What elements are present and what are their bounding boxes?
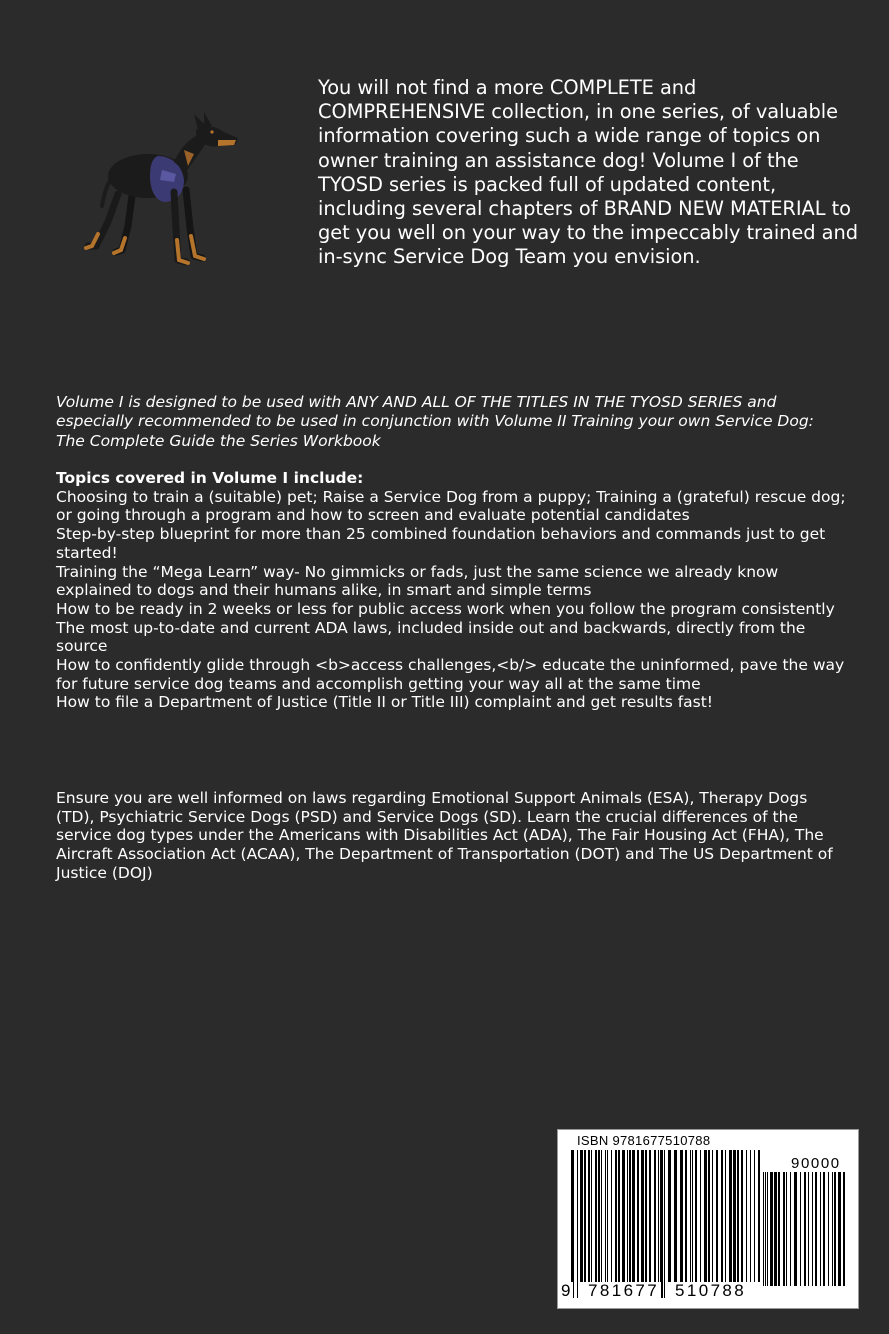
barcode-bar: [692, 1150, 693, 1282]
barcode-bar: [649, 1150, 651, 1282]
barcode-bar: [778, 1172, 780, 1286]
isbn-barcode: [557, 1129, 859, 1309]
barcode-bar: [716, 1150, 718, 1282]
barcode-bar: [808, 1172, 809, 1286]
dog-photo: [78, 110, 248, 280]
barcode-bar: [737, 1150, 739, 1282]
topic-item: The most up-to-date and current ADA laws, included inside out and backwards, directly from the source: [56, 618, 806, 656]
barcode-bar: [622, 1150, 625, 1282]
barcode-bar: [580, 1150, 583, 1282]
barcode-bar: [664, 1150, 665, 1298]
barcode-bar: [700, 1150, 701, 1282]
isbn-label: ISBN 9781677510788: [577, 1133, 711, 1148]
barcode-bar: [668, 1150, 671, 1282]
ensure-section: [56, 789, 846, 883]
barcode-bar: [800, 1172, 801, 1286]
price-code: 90000: [791, 1155, 841, 1172]
barcode-bar: [765, 1172, 766, 1286]
barcode-bar: [708, 1150, 710, 1282]
barcode-bar: [812, 1172, 813, 1286]
topic-item: How to confidently glide through <b>access challenges,<b/> educate the uninformed, pave the way for future service dog teams and accomplish getting your way all at the same time: [56, 656, 845, 693]
barcode-bar: [660, 1150, 663, 1298]
barcode-bar: [820, 1172, 821, 1286]
barcode-bar: [588, 1150, 590, 1282]
barcode-bar: [704, 1150, 707, 1282]
barcode-bar: [645, 1150, 647, 1282]
barcode-bar: [823, 1172, 825, 1286]
barcode-bar: [721, 1150, 723, 1282]
barcode-bar: [571, 1150, 574, 1298]
topic-item: How to file a Department of Justice (Title II or Title III) complaint and get results fast!: [56, 693, 714, 712]
barcode-bar: [641, 1150, 644, 1282]
barcode-digit-first: 9: [561, 1281, 573, 1300]
barcode-digits-right: 510788: [675, 1281, 747, 1300]
topic-item: Training the “Mega Learn” way- No gimmicks or fads, just the same science we already know explained to dogs and their humans alike, in smart and simple terms: [56, 562, 779, 600]
barcode-bar: [767, 1172, 768, 1286]
barcode-bar: [632, 1150, 635, 1282]
topic-item: How to be ready in 2 weeks or less for public access work when you follow the program consistently: [56, 599, 835, 618]
topic-item: Choosing to train a (suitable) pet; Raise a Service Dog from a puppy; Training a (grateful) rescue dog; or going through a program and how to screen and evaluate potential candidates: [56, 487, 846, 525]
barcode-bar: [618, 1150, 620, 1282]
barcode-main-bars: [570, 1150, 764, 1298]
barcode-bar: [598, 1150, 600, 1282]
barcode-bar: [605, 1150, 606, 1282]
barcode-bar: [783, 1172, 785, 1286]
barcode-bar: [834, 1172, 836, 1286]
barcode-bar: [741, 1150, 743, 1282]
barcode-bar: [629, 1150, 631, 1282]
topics-section: [56, 469, 846, 712]
barcode-bar: [815, 1172, 817, 1286]
topics-heading: Topics covered in Volume I include:: [56, 469, 364, 487]
barcode-bar: [843, 1172, 845, 1286]
barcode-bar: [832, 1172, 833, 1286]
barcode-bar: [591, 1150, 592, 1282]
barcode-bar: [770, 1172, 773, 1286]
barcode-bar: [654, 1150, 656, 1282]
cover-blurb: You will not find a more COMPLETE and COMPREHENSIVE collection, in one series, of valuable information covering such a wide range of topics on owner training an assistance dog! Volume I of the TYOSD series is packed full of updated content, including several chapters of BRAND NEW MATERIAL to get you well on your way to the impeccably trained and in-sync Service Dog Team you envision.: [318, 76, 858, 269]
barcode-bar: [658, 1150, 659, 1282]
barcode-bar: [584, 1150, 586, 1282]
series-note: Volume I is designed to be used with ANY AND ALL OF THE TITLES IN THE TYOSD SERIES and especially recommended to be used in conjunction with Volume II Training your own Service Dog: The Complete Guide the Series Workbook: [56, 393, 814, 450]
barcode-bar: [674, 1150, 677, 1282]
barcode-digits-left: 781677: [588, 1281, 660, 1300]
barcode-bar: [611, 1150, 612, 1282]
barcode-bar: [615, 1150, 617, 1282]
barcode-bar: [685, 1150, 687, 1282]
barcode-bar: [695, 1150, 697, 1282]
barcode-bar: [758, 1150, 760, 1282]
topic-item: Step-by-step blueprint for more than 25 combined foundation behaviors and commands just to get started!: [56, 525, 826, 562]
barcode-bar: [577, 1150, 578, 1298]
barcode-bar: [838, 1172, 841, 1286]
barcode-bar: [627, 1150, 628, 1282]
barcode-bar: [729, 1150, 732, 1282]
barcode-bar: [774, 1172, 777, 1286]
barcode-bar: [790, 1172, 791, 1286]
barcode-bar: [595, 1150, 597, 1282]
barcode-bar: [804, 1172, 806, 1286]
barcode-bar: [828, 1172, 829, 1286]
barcode-bar: [754, 1150, 755, 1282]
barcode-bar: [680, 1150, 683, 1282]
barcode-bar: [750, 1150, 751, 1282]
ensure-paragraph: Ensure you are well informed on laws regarding Emotional Support Animals (ESA), Therapy Dogs (TD), Psychiatric Service Dogs (PSD) and Service Dogs (SD). Learn the crucial differences of the service dog types under the Americans with Disabilities Act (ADA), The Fair Housing Act (FHA), The Aircraft Association Act (ACAA), The Department of Transportation (DOT) and The US Department of Justice (DOJ): [56, 789, 833, 882]
barcode-bar: [637, 1150, 639, 1282]
barcode-bar: [746, 1150, 747, 1282]
barcode-bar: [690, 1150, 691, 1282]
barcode-bar: [733, 1150, 736, 1282]
barcode-addon-bars: [762, 1172, 848, 1302]
barcode-bar: [601, 1150, 602, 1282]
barcode-bar: [763, 1172, 764, 1286]
barcode-bar: [725, 1150, 726, 1282]
barcode-bar: [712, 1150, 713, 1282]
barcode-bar: [786, 1172, 787, 1286]
barcode-bar: [607, 1150, 608, 1282]
barcode-bar: [794, 1172, 797, 1286]
